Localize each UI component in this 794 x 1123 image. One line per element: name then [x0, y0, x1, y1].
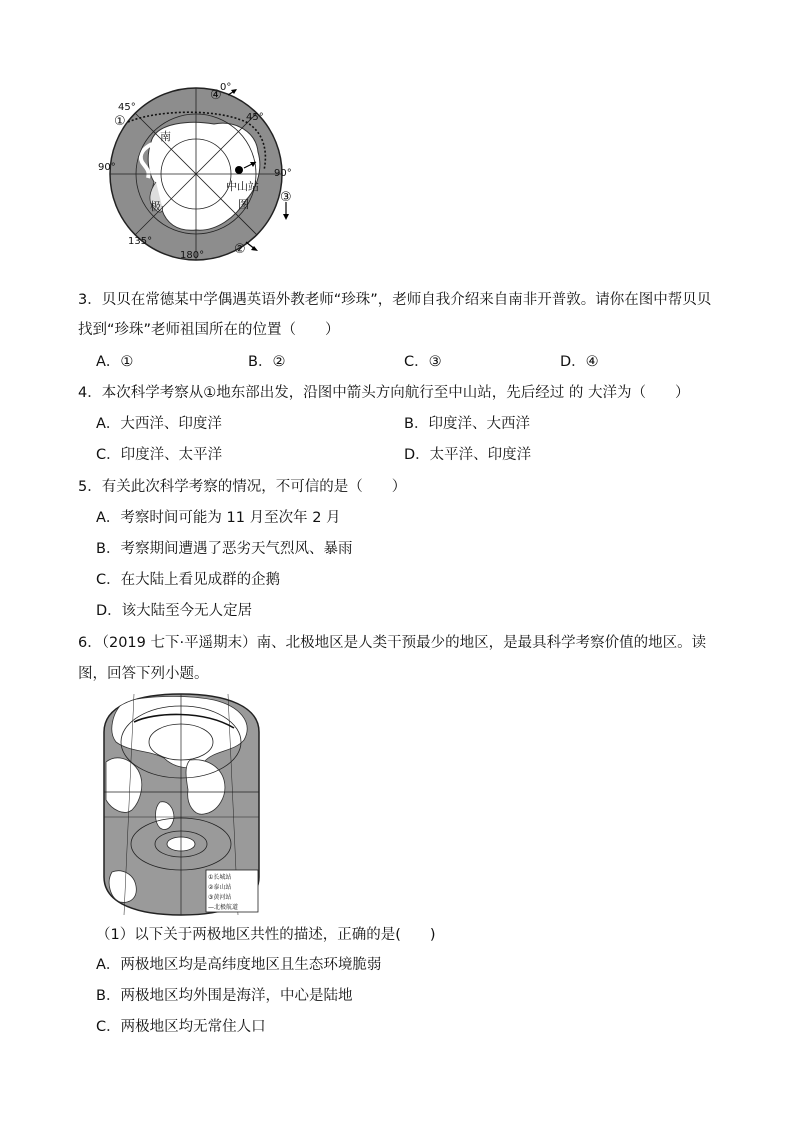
q6-sub1-option-b[interactable]: B．两极地区均外围是海洋，中心是陆地: [96, 988, 353, 1004]
antarctica-map: [96, 82, 306, 262]
q5-option-c[interactable]: C．在大陆上看见成群的企鹅: [96, 572, 281, 588]
region-label-ji: 极: [150, 200, 161, 213]
lon-label-180: 180°: [180, 250, 205, 261]
q4-option-c[interactable]: C．印度洋、太平洋: [96, 447, 223, 463]
lon-label-90w: 90°: [98, 162, 116, 173]
q5-option-a[interactable]: A．考察时间可能为 11 月至次年 2 月: [96, 510, 341, 526]
q3-option-c[interactable]: C．③: [404, 354, 442, 370]
q6-sub1-option-c[interactable]: C．两极地区均无常住人口: [96, 1019, 266, 1035]
q6-sub1-option-a[interactable]: A．两极地区均是高纬度地区且生态环境脆弱: [96, 957, 382, 973]
marker-1: ①: [114, 114, 126, 129]
region-label-nan: 南: [160, 130, 171, 143]
q3-stem-line1: 3．贝贝在常德某中学偶遇英语外教老师“珍珠”，老师自我介绍来自南非开普敦。请你在图中帮贝贝: [78, 292, 712, 308]
legend-item-changcheng: ①长城站: [208, 874, 232, 881]
legend-item-huanghe: ③黄河站: [208, 894, 232, 901]
legend-item-taishan: ②泰山站: [208, 884, 232, 891]
lon-label-90e: 90°: [274, 168, 292, 179]
q4-stem: 4．本次科学考察从①地东部出发，沿图中箭头方向航行至中山站，先后经过 的 大洋为（ ）: [78, 385, 690, 401]
lon-label-0: 0°: [220, 82, 232, 93]
q4-option-b[interactable]: B．印度洋、大西洋: [404, 416, 530, 432]
q3-option-a[interactable]: A．①: [96, 354, 134, 370]
lon-label-45w: 45°: [118, 102, 136, 113]
lon-label-135: 135°: [128, 236, 153, 247]
lon-label-45e: 45°: [246, 112, 264, 123]
q4-option-d[interactable]: D．太平洋、印度洋: [404, 447, 532, 463]
q6-sub1-stem: （1）以下关于两极地区共性的描述，正确的是( ): [96, 927, 436, 943]
q4-option-a[interactable]: A．大西洋、印度洋: [96, 416, 222, 432]
region-label-tu: 图: [238, 198, 249, 211]
q5-stem: 5．有关此次科学考察的情况，不可信的是（ ）: [78, 479, 407, 495]
q3-option-d[interactable]: D．④: [560, 354, 599, 370]
q6-stem-line1: 6．（2019 七下·平遥期末）南、北极地区是人类干预最少的地区，是最具科学考察价值的地区。读: [78, 635, 707, 651]
q3-option-b[interactable]: B．②: [248, 354, 286, 370]
marker-4: ④: [210, 88, 222, 103]
polar-world-map-svg: [94, 692, 269, 917]
q6-stem-line2: 图，回答下列小题。: [78, 666, 209, 682]
q5-option-d[interactable]: D．该大陆至今无人定居: [96, 603, 253, 619]
region-label-zhongshan: 中山站: [226, 180, 259, 193]
q3-stem-line2: 找到“珍珠”老师祖国所在的位置（ ）: [78, 322, 340, 338]
marker-2: ②: [234, 242, 246, 257]
q5-option-b[interactable]: B．考察期间遭遇了恶劣天气烈风、暴雨: [96, 541, 353, 557]
polar-world-map: [94, 692, 269, 917]
legend-item-arctic-route: —北极航道: [208, 904, 239, 911]
marker-3: ③: [280, 190, 292, 205]
